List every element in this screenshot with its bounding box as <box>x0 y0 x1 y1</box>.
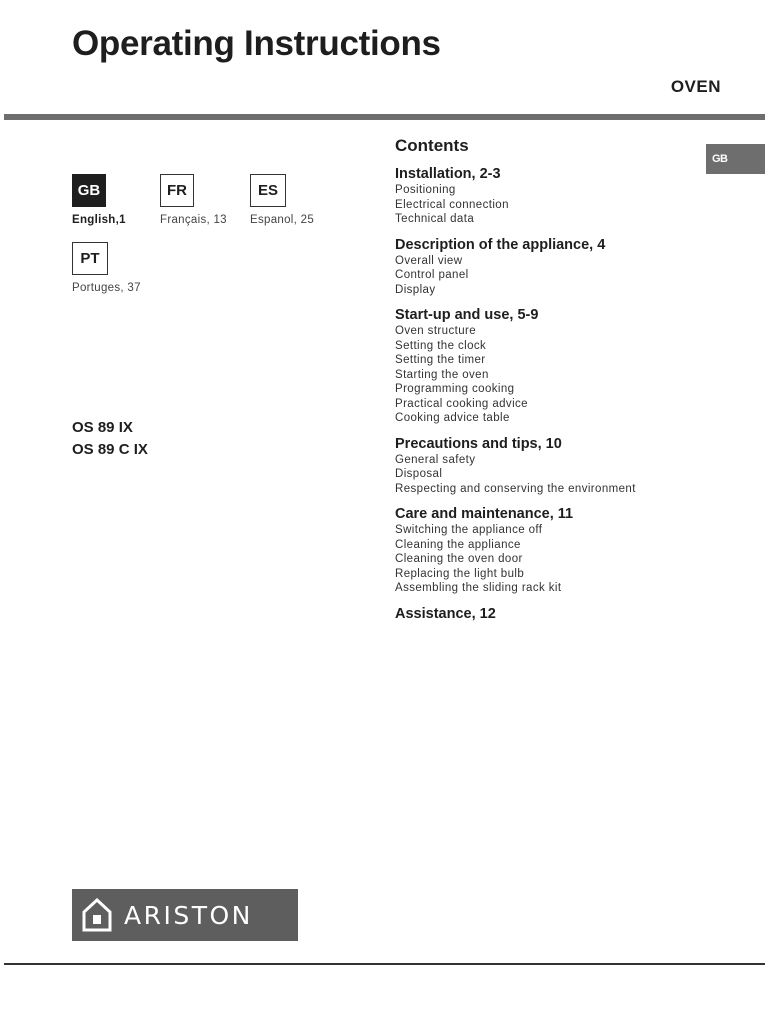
toc-item[interactable]: Respecting and conserving the environment <box>395 482 636 495</box>
model-number: OS 89 IX <box>72 419 133 436</box>
brand-name: ARISTON <box>124 900 253 930</box>
toc-section-installation <box>395 166 755 227</box>
ariston-logo <box>72 889 298 941</box>
toc-item[interactable]: Cleaning the appliance <box>395 538 521 551</box>
toc-item[interactable]: Starting the oven <box>395 368 489 381</box>
toc-item[interactable]: Disposal <box>395 468 443 480</box>
language-fr[interactable] <box>160 174 227 226</box>
toc-heading[interactable]: Description of the appliance, 4 <box>395 236 606 253</box>
toc-item[interactable]: Overall view <box>395 254 463 267</box>
language-label: Français, 13 <box>160 214 227 226</box>
toc-item[interactable]: Setting the clock <box>395 339 487 352</box>
house-icon <box>82 898 112 932</box>
language-tab: GB <box>706 144 765 174</box>
model-number: OS 89 C IX <box>72 441 148 458</box>
product-type: OVEN <box>670 77 721 96</box>
language-pt[interactable] <box>72 242 141 294</box>
toc-heading[interactable]: Assistance, 12 <box>395 605 496 622</box>
language-code: FR <box>160 174 194 207</box>
contents-title: Contents <box>395 136 469 155</box>
toc-item[interactable]: Assembling the sliding rack kit <box>395 582 562 594</box>
toc-heading[interactable]: Start-up and use, 5-9 <box>395 307 539 323</box>
toc-item[interactable]: Cooking advice table <box>395 412 510 424</box>
language-label: Portuges, 37 <box>72 282 141 294</box>
toc-item[interactable]: Replacing the light bulb <box>395 567 525 580</box>
language-gb[interactable] <box>72 174 126 226</box>
toc-item[interactable]: Positioning <box>395 184 456 196</box>
language-code: GB <box>72 174 106 207</box>
toc-heading[interactable]: Precautions and tips, 10 <box>395 435 562 452</box>
toc-item[interactable]: Switching the appliance off <box>395 524 543 536</box>
toc-item[interactable]: General safety <box>395 453 476 466</box>
model-list <box>72 417 148 461</box>
toc-item[interactable]: Programming cooking <box>395 383 515 395</box>
toc-item[interactable]: Setting the timer <box>395 354 486 366</box>
language-label: Espanol, 25 <box>250 214 315 226</box>
language-label: English,1 <box>72 214 126 226</box>
toc-item[interactable]: Oven structure <box>395 325 477 337</box>
language-es[interactable] <box>250 174 314 226</box>
toc-item[interactable]: Control panel <box>395 269 469 281</box>
toc-section-care <box>395 506 755 596</box>
toc-section-description <box>395 237 755 298</box>
page-title: Operating Instructions <box>72 24 441 63</box>
toc-section-startup <box>395 307 755 426</box>
language-code: ES <box>250 174 286 207</box>
toc-section-precautions <box>395 436 755 497</box>
toc-item[interactable]: Practical cooking advice <box>395 397 528 410</box>
toc-heading[interactable]: Care and maintenance, 11 <box>395 506 574 522</box>
top-divider <box>4 114 765 120</box>
toc-item[interactable]: Electrical connection <box>395 198 509 211</box>
toc-heading[interactable]: Installation, 2-3 <box>395 166 501 182</box>
toc-item[interactable]: Cleaning the oven door <box>395 553 523 565</box>
table-of-contents <box>395 136 755 633</box>
bottom-divider <box>4 963 765 965</box>
toc-item[interactable]: Display <box>395 283 436 296</box>
toc-section-assistance <box>395 606 755 623</box>
language-code: PT <box>72 242 108 275</box>
toc-item[interactable]: Technical data <box>395 213 475 225</box>
